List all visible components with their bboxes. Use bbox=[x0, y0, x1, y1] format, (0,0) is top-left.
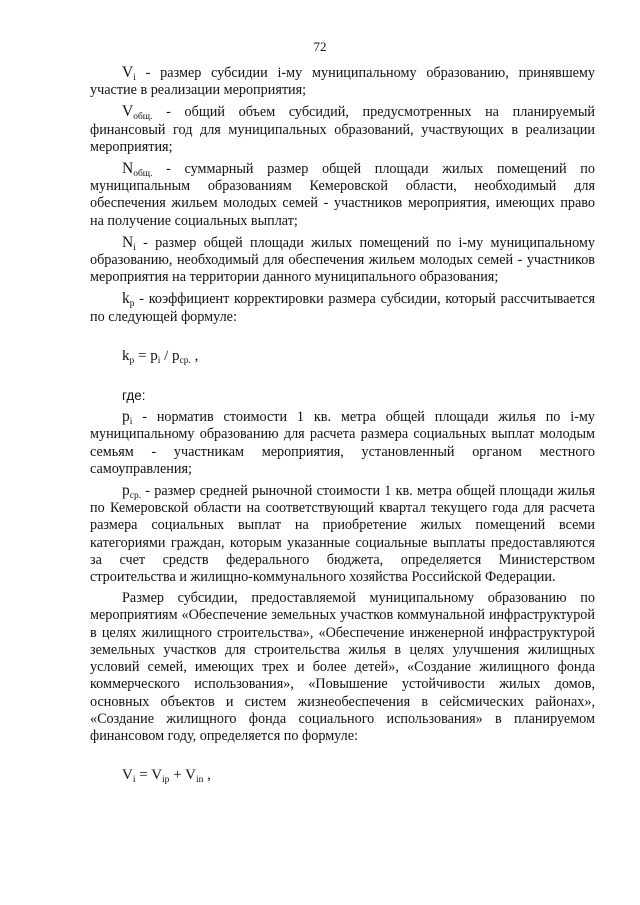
definition-text: - размер субсидии i-му муниципальному образованию, принявшему участие в реализации мероприятия; bbox=[90, 65, 595, 99]
subscript: ср. bbox=[129, 491, 142, 502]
subscript: i bbox=[129, 417, 133, 428]
definition-text: - норматив стоимости 1 кв. метра общей площади жилья по i-му муниципальному образованию для расчета размера социальных выплат молодым семьям - участникам мероприятия, установленный органом местного самоуправления; bbox=[90, 409, 595, 477]
symbol: p bbox=[122, 408, 130, 426]
definition-psr bbox=[90, 482, 595, 586]
page-number: 72 bbox=[313, 39, 327, 54]
subscript: общ. bbox=[133, 112, 153, 123]
formula-vi: $V_i = V_{ip} + V_{in}$ , bbox=[122, 767, 211, 786]
subscript: p bbox=[129, 299, 135, 310]
definition-ni bbox=[90, 234, 595, 287]
symbol: N bbox=[122, 233, 134, 251]
symbol: N bbox=[122, 160, 134, 178]
definition-kp bbox=[90, 290, 595, 325]
formula-kp: $k_p = p_i / p_{ср.}$ , bbox=[122, 347, 199, 366]
subscript: i bbox=[133, 242, 136, 253]
definition-vi bbox=[90, 64, 595, 99]
definition-pi bbox=[90, 408, 595, 478]
symbol: p bbox=[122, 482, 130, 500]
definition-text: - суммарный размер общей площади жилых помещений по муниципальным образованиям Кемеровской области, необходимый для обеспечения жильем молодых семей - участников мероприятия, имеющих право на получение социальных выплат; bbox=[90, 161, 595, 229]
where-label: где: bbox=[122, 388, 146, 404]
symbol: V bbox=[122, 64, 134, 81]
document-body bbox=[90, 64, 595, 784]
symbol: k bbox=[122, 290, 130, 308]
definition-text: - размер общей площади жилых помещений по i-му муниципальному образованию, необходимый для обеспечения жильем молодых семей - участников мероприятия на территории данного муниципального образования; bbox=[90, 234, 595, 286]
symbol: V bbox=[122, 103, 134, 121]
definition-nobsh bbox=[90, 160, 595, 230]
subscript: i bbox=[133, 73, 136, 83]
definition-vobsh bbox=[90, 103, 595, 156]
definition-text: - размер средней рыночной стоимости 1 кв. метра общей площади жилья по Кемеровской области на соответствующий квартал текущего года для расчета размера социальных выплат на приобретение жилых помещений всеми категориями граждан, которым указанные социальные выплаты предоставляются за счет средств федерального бюджета, определяется Министерством строительства и жилищно-коммунального хозяйства Российской Федерации. bbox=[90, 483, 595, 586]
definition-text: - общий объем субсидий, предусмотренных на планируемый финансовый год для муниципальных образований, участвующих в реализации мероприятия; bbox=[90, 104, 595, 155]
subsidy-paragraph: Размер субсидии, предоставляемой муниципальному образованию по мероприятиям «Обеспечение земельных участков коммунальной инфраструктурой в целях жилищного строительства», «Обеспечение инженерной инфраструктурой земельных участков для строительства жилья в целях улучшения жилищных условий семей, имеющих трех и более детей», «Создание жилищного фонда коммерческого использования», «Повышение устойчивости жилых домов, основных объектов и систем жизнеобеспечения в сейсмических районах», «Создание жилищного фонда социального использования» в планируемом финансовом году, определяется по формуле: bbox=[90, 590, 595, 744]
subscript: общ. bbox=[133, 169, 153, 180]
definition-text: - коэффициент корректировки размера субсидии, который рассчитывается по следующей формуле: bbox=[90, 291, 595, 325]
